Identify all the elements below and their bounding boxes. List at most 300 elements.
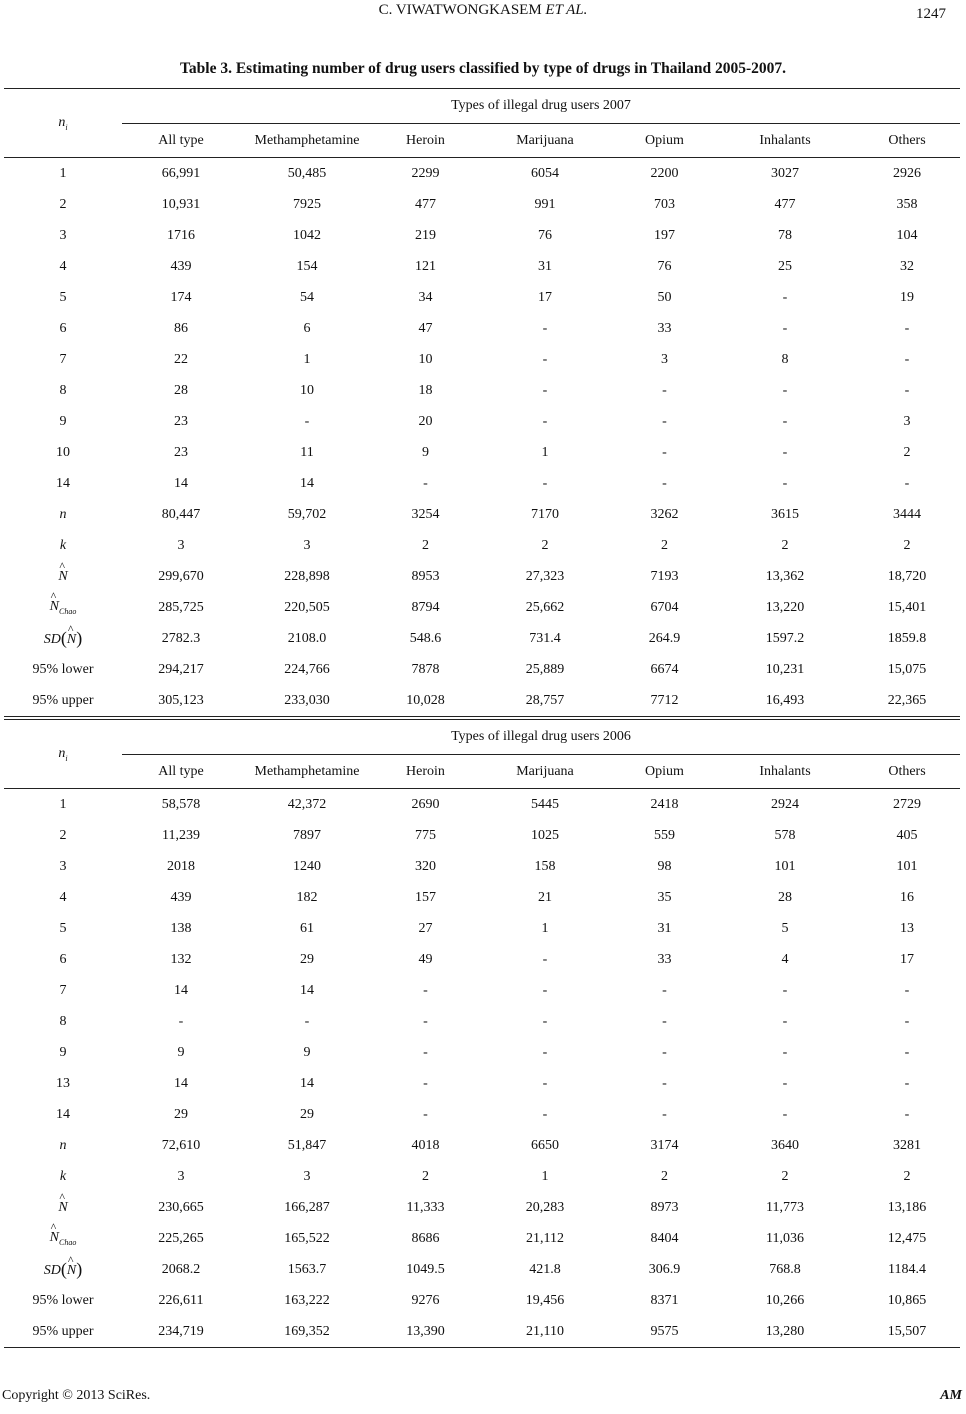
stat-row-sd [4,623,960,654]
stat-cell: 2068.2 [161,1261,201,1277]
table-cell: 703 [654,196,675,212]
author-etal: ET AL. [545,2,588,18]
stat-cell: 285,725 [158,599,204,615]
column-header: Heroin [374,755,477,789]
table-cell: - [542,1106,548,1122]
table-cell: 7925 [293,196,321,212]
table-cell: 1716 [167,227,195,243]
table-cell: 1 [541,444,549,460]
table-cell: 76 [538,227,552,243]
stat-label-k: k [59,537,67,553]
stat-cell: 10,231 [765,661,805,677]
table-cell: 14 [300,475,314,491]
author-name: C. VIWATWONGKASEM [378,2,542,18]
stat-cell: 233,030 [240,685,374,717]
stat-cell: 306.9 [648,1261,681,1277]
table-cell: 17 [900,951,914,967]
table-cell: - [782,1106,788,1122]
ni-subscript: i [65,753,68,763]
table-cell: - [662,1106,667,1122]
table-cell: 1025 [531,827,559,843]
chao-subscript: Chao [59,1237,77,1247]
sd-symbol [43,622,83,648]
table-cell: 104 [896,227,918,243]
stat-cell: 15,507 [854,1316,960,1348]
journal-abbreviation: AM [940,1388,962,1403]
stat-row-nhat [4,1192,960,1223]
stat-row-n [4,1130,960,1161]
frequency-label: 10 [56,444,70,460]
table-cell: - [304,1013,310,1029]
n-letter: N [49,599,59,615]
table-cell: 101 [896,858,918,874]
stat-cell: 11,333 [406,1199,445,1215]
stat-row-nchao [4,592,960,623]
stat-cell: 27,323 [525,568,565,584]
stat-cell: 264.9 [648,630,681,646]
table-cell: 439 [170,889,192,905]
table-row [4,882,960,913]
stat-cell: 163,222 [284,1292,330,1308]
table-caption: Table 3. Estimating number of drug users classified by type of drugs in Thailand 2005-2007. [179,60,787,77]
table-cell: - [662,1044,667,1060]
stat-cell: 4018 [411,1137,440,1153]
table-cell: - [542,320,548,336]
table-cell: 25 [778,258,792,274]
column-header-row [4,755,960,789]
stat-cell: 2 [541,537,549,553]
stat-cell: 72,610 [161,1137,201,1153]
table-cell: - [782,289,788,305]
row-label [4,1220,122,1254]
stat-row-upper [4,1316,960,1348]
group-header-row [4,89,960,124]
column-header: Others [854,755,960,789]
stat-cell: 3444 [893,506,921,522]
table-row [4,158,960,190]
stat-row-lower [4,1285,960,1316]
stat-cell: 2 [903,537,911,553]
ni-header [4,89,122,158]
frequency-label: 7 [59,351,67,367]
table-cell: 6054 [531,165,559,181]
table-cell: - [904,382,910,398]
frequency-label: 5 [59,920,67,936]
table-cell: - [662,382,667,398]
stat-row-n [4,499,960,530]
stat-cell: 220,505 [284,599,330,615]
row-label [4,1189,122,1223]
stat-cell: 10,028 [374,685,477,717]
table-cell: - [904,1044,910,1060]
table-row [4,1006,960,1037]
frequency-label: 2 [59,196,67,212]
table-cell: 33 [657,951,672,967]
stat-cell: 299,670 [158,568,204,584]
hat-mark: ^ [67,1253,74,1267]
table-cell: - [782,413,788,429]
paren-right: ) [76,1259,83,1279]
copyright-notice: Copyright © 2013 SciRes. [2,1388,151,1403]
stat-cell: 1049.5 [406,1261,445,1277]
table-cell: 50 [657,289,672,305]
stat-cell: 7170 [531,506,559,522]
table-cell: 14 [174,982,188,998]
table-cell: - [782,982,788,998]
table-cell: 14 [300,1075,314,1091]
table-cell: 58,578 [161,796,201,812]
hat-mark: ^ [59,1189,65,1204]
table-cell: 8 [781,351,789,367]
table-cell: - [542,1013,548,1029]
paren-right: ) [76,628,83,648]
paren-left: ( [60,1259,67,1279]
table-cell: 2690 [411,796,440,812]
row-label [4,1285,122,1316]
table-cell: 86 [174,320,188,336]
stat-cell: 166,287 [284,1199,330,1215]
table-cell: 32 [900,258,914,274]
table-cell: 197 [654,227,675,243]
table-cell: 1 [541,920,549,936]
ni-symbol [58,115,67,130]
stat-cell: 7193 [650,568,679,584]
n-chao-symbol [49,1220,77,1247]
table-cell: 439 [170,258,192,274]
n-letter: N [66,1263,77,1278]
n-letter: N [58,1199,68,1215]
stat-cell: 25,662 [525,599,565,615]
table-cell: 3 [903,413,911,429]
stat-label-n: n [59,506,67,522]
stat-cell: 421.8 [529,1261,561,1277]
table-cell: 121 [415,258,436,274]
stat-cell: 230,665 [158,1199,204,1215]
table-cell: 21 [538,889,552,905]
stat-cell: 3 [303,537,311,553]
table-cell: - [904,1013,910,1029]
stat-cell: 3640 [771,1137,799,1153]
stat-cell: 6704 [650,599,679,615]
stat-row-k [4,1161,960,1192]
stat-cell: 169,352 [240,1316,374,1348]
table-cell: - [782,1075,788,1091]
stat-cell: 22,365 [854,685,960,717]
table-cell: 182 [296,889,318,905]
table-cell: 1042 [293,227,321,243]
table-cell: 14 [174,1075,188,1091]
table-cell: 9 [303,1044,311,1060]
stat-cell: 3 [303,1168,311,1184]
table-row [4,1099,960,1130]
stat-cell: 6674 [650,661,679,677]
table-cell: - [904,1106,910,1122]
stat-cell: 225,265 [158,1230,204,1246]
table-cell: 22 [174,351,188,367]
table-cell: 10 [418,351,433,367]
table-cell: 66,991 [161,165,201,181]
row-label [4,654,122,685]
table-row [4,851,960,882]
column-header: Others [854,124,960,158]
table-cell: 28 [174,382,188,398]
stat-cell: 3281 [893,1137,921,1153]
n-hat-symbol [66,622,77,648]
table-row [4,1037,960,1068]
table-cell: 27 [418,920,433,936]
stat-cell: 2 [781,1168,789,1184]
stat-cell: 305,123 [122,685,240,717]
table-cell: - [782,1013,788,1029]
stat-cell: 51,847 [287,1137,327,1153]
stat-cell: 21,110 [477,1316,613,1348]
ni-n: n [58,114,66,130]
table-cell: 20 [418,413,433,429]
stat-cell: 2 [661,537,668,553]
stat-cell: 226,611 [158,1292,204,1308]
table-cell: 405 [896,827,918,843]
table-cell: 78 [778,227,792,243]
table-cell: 157 [415,889,436,905]
stat-row-nhat [4,561,960,592]
ni-n: n [58,745,66,761]
stat-cell: 731.4 [529,630,561,646]
row-label [4,558,122,592]
table-cell: 17 [538,289,552,305]
stat-label-k: k [59,1168,67,1184]
stat-cell: 18,720 [887,568,927,584]
frequency-label: 3 [59,858,67,874]
stat-cell: 3 [177,537,185,553]
table-cell: 578 [774,827,796,843]
table-cell: - [662,982,667,998]
table-row [4,282,960,313]
table-row [4,789,960,821]
table-cell: 101 [774,858,796,874]
table-cell: 10 [300,382,314,398]
stat-cell: 10,266 [765,1292,805,1308]
stat-label-lower: 95% lower [32,661,94,677]
row-label [4,1161,122,1192]
page-header [0,2,966,24]
page-footer [0,1388,966,1414]
table-cell: 5445 [531,796,559,812]
stat-cell: 8794 [411,599,440,615]
stat-cell: 2 [422,537,429,553]
column-header: Marijuana [477,755,613,789]
stat-cell: 1597.2 [765,630,805,646]
table-cell: 16 [900,889,914,905]
n-hat-symbol [58,558,68,585]
group-header-row [4,720,960,755]
stat-cell: 8953 [411,568,440,584]
table-2007 [4,88,960,717]
table-cell: 9 [422,444,429,460]
stat-cell: 2782.3 [161,630,201,646]
stat-cell: 80,447 [161,506,201,522]
table-row [4,189,960,220]
stat-cell: 3 [177,1168,185,1184]
column-header: Inhalants [716,124,854,158]
row-label [4,1316,122,1348]
stat-cell: 1563.7 [287,1261,327,1277]
stat-cell: 16,493 [716,685,854,717]
table-cell: 775 [415,827,436,843]
row-label [4,623,122,654]
stat-cell: 768.8 [769,1261,801,1277]
table-cell: - [904,475,910,491]
table-cell: 49 [418,951,433,967]
stat-cell: 3615 [771,506,799,522]
row-label [4,530,122,561]
table-cell: 10,931 [161,196,201,212]
table-cell: 1 [303,351,311,367]
table-cell: 7897 [293,827,321,843]
column-header-row [4,124,960,158]
table-cell: - [782,475,788,491]
hat-mark: ^ [50,589,57,604]
table-cell: 33 [657,320,672,336]
table-row [4,437,960,468]
stat-row-k [4,530,960,561]
paren-left: ( [60,628,67,648]
frequency-label: 13 [56,1075,70,1091]
table-cell: - [662,1013,667,1029]
running-head-authors [0,2,966,19]
table-cell: 2018 [167,858,195,874]
table-cell: 29 [300,951,314,967]
column-header: Opium [613,124,716,158]
stat-cell: 13,280 [716,1316,854,1348]
table-cell: - [662,444,667,460]
n-hat-symbol [66,1253,77,1279]
table-cell: 2729 [893,796,921,812]
table-cell: - [542,982,548,998]
stat-cell: 2 [903,1168,911,1184]
table-cell: 54 [300,289,314,305]
table-cell: 35 [657,889,672,905]
frequency-label: 6 [59,320,67,336]
frequency-label: 1 [59,796,67,812]
column-header: Inhalants [716,755,854,789]
stat-cell: 2 [422,1168,429,1184]
table-cell: 2200 [650,165,679,181]
column-header: All type [122,124,240,158]
table-cell: - [423,1044,428,1060]
table-row [4,251,960,282]
table-cell: 132 [170,951,192,967]
chao-subscript: Chao [59,606,77,616]
table-cell: 42,372 [287,796,327,812]
table-cell: 23 [174,413,188,429]
stat-cell: 165,522 [284,1230,330,1246]
stat-cell: 13,186 [887,1199,927,1215]
table-cell: 358 [896,196,918,212]
stat-label-upper: 95% upper [32,692,94,708]
ni-subscript: i [65,122,68,132]
table-cell: - [423,982,428,998]
stat-cell: 1184.4 [888,1261,926,1277]
stat-cell: 8404 [650,1230,679,1246]
stat-cell: 13,362 [765,568,805,584]
column-header: Methamphetamine [240,124,374,158]
stat-cell: 12,475 [887,1230,927,1246]
sd-symbol [43,1253,83,1279]
ni-header [4,720,122,789]
table-cell: 3 [661,351,668,367]
table-cell: - [782,1044,788,1060]
table-row [4,313,960,344]
table-cell: 5 [781,920,789,936]
table-cell: - [304,413,310,429]
frequency-label: 8 [59,1013,67,1029]
stat-cell: 20,283 [525,1199,565,1215]
sd-text: SD [43,1263,61,1278]
table-cell: 13 [900,920,914,936]
stat-cell: 15,401 [887,599,927,615]
table-cell: 154 [296,258,318,274]
column-header: Opium [613,755,716,789]
table-cell: - [662,475,667,491]
table-cell: 158 [534,858,556,874]
stat-cell: 8371 [650,1292,679,1308]
table-cell: - [423,475,428,491]
table-row [4,406,960,437]
table-row [4,375,960,406]
stat-cell: 15,075 [887,661,927,677]
table-cell: 31 [538,258,552,274]
frequency-label: 14 [56,475,70,491]
table-cell: 76 [657,258,672,274]
stat-row-sd [4,1254,960,1285]
frequency-label: 4 [59,258,67,274]
stat-label-lower: 95% lower [32,1292,94,1308]
frequency-label: 1 [59,165,67,181]
table-cell: - [782,320,788,336]
stat-cell: 7878 [411,661,440,677]
table-cell: 28 [778,889,792,905]
table-cell: - [542,475,548,491]
row-label [4,685,122,717]
table-cell: 29 [174,1106,188,1122]
frequency-label: 3 [59,227,67,243]
table-cell: - [542,351,548,367]
stat-cell: 9276 [411,1292,440,1308]
stat-cell: 10,865 [887,1292,927,1308]
stat-cell: 6650 [531,1137,559,1153]
frequency-label: 9 [59,413,67,429]
table-cell: - [904,982,910,998]
stat-cell: 3174 [650,1137,679,1153]
table-cell: - [542,382,548,398]
table-cell: - [542,413,548,429]
n-chao-symbol [49,589,77,616]
group-title: Types of illegal drug users 2006 [122,720,960,755]
stat-label-n: n [59,1137,67,1153]
table-row [4,975,960,1006]
table-cell: 559 [654,827,675,843]
column-header: Methamphetamine [240,755,374,789]
table-cell: - [423,1075,428,1091]
column-header: Heroin [374,124,477,158]
table-row [4,820,960,851]
table-cell: 2924 [771,796,799,812]
frequency-label: 5 [59,289,67,305]
table-row [4,344,960,375]
column-header: All type [122,755,240,789]
table-cell: - [904,320,910,336]
stat-row-nchao [4,1223,960,1254]
